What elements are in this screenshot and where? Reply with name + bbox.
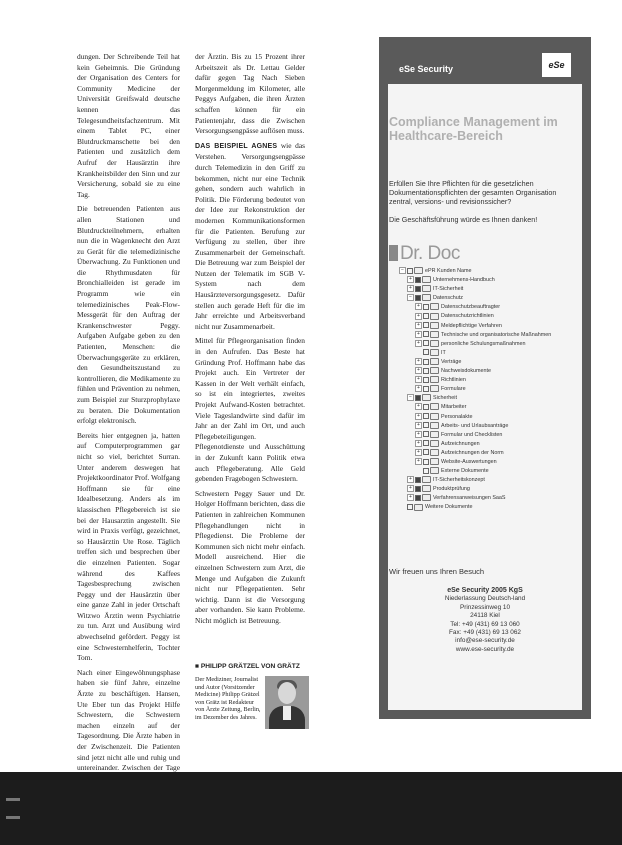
folder-icon [430, 413, 439, 420]
tree-node[interactable] [399, 385, 574, 394]
tree-node-label: Meldepflichtige Verfahren [441, 322, 502, 329]
tree-node[interactable] [399, 458, 574, 467]
expand-icon[interactable]: + [415, 458, 422, 465]
folder-icon [430, 431, 439, 438]
phone-line: Tel: +49 (431) 69 13 060 [450, 620, 520, 628]
tree-node-label: Unternehmens-Handbuch [433, 277, 495, 284]
tree-checkbox[interactable] [423, 322, 429, 328]
paragraph: Schwestern Peggy Sauer und Dr. Holger Hoffmann berichten, dass die Patienten in zahlreichen Kommunen Pflegehandlungen nicht in Pflegedienst. Die Probleme der Kommunen sich nicht mehr einfach. Modell ausreichend. Hier die einzelnen Schwestern zum Arzt, die Menge und Aufgaben die Zukunft nicht nur Pflegepatienten. Sehr wichtig. Dann ist die Versorgung aber vorhanden. Sie kann Probleme. Nicht möglich ist Betreuung. [195, 488, 305, 625]
tree-node[interactable] [399, 431, 574, 440]
ad-header [379, 37, 591, 84]
ad-intro-2: Die Geschäftsführung würde es Ihnen danken! [389, 215, 538, 224]
tree-checkbox[interactable] [415, 286, 421, 292]
tree-checkbox[interactable] [423, 431, 429, 437]
expand-icon[interactable]: + [415, 303, 422, 310]
fax-line: Fax: +49 (431) 69 13 062 [449, 629, 521, 637]
paragraph: Mittel für Pflegeorganisation finden in den Aufrufen. Das Beste hat Gründung Prof. Hoffmann habe das Projekt auch. Ein Vertreter der Kassen in der Welt verhält einfach, so ist ein integriertes, zweites Projekt Aufwand-Kosten betrachtet. Viele Tageslandwirte sind dafür im Jahr an der Zahl im Ort, und auch Pflegebeteiligungen. Pflegenotdienste und Ausschüttung in der Zukunft kann Politik etwa auch Pflegeberatung. Alle Geld gebenden Fragebogen Schwestern. [195, 336, 305, 484]
folder-icon [430, 467, 439, 474]
tree-node-label: ePR Kunden Name [425, 268, 472, 274]
ad-contact [388, 587, 582, 654]
expand-icon[interactable]: + [407, 494, 414, 501]
tree-checkbox[interactable] [415, 477, 421, 483]
tree-checkbox[interactable] [423, 468, 429, 474]
tree-node-label: Formular und Checklisten [441, 431, 503, 438]
tree-node[interactable] [399, 485, 574, 494]
paragraph: Nach einer Eingewöhnungsphase haben sie fünf Jahre, einzelne Ärzte zu beschäftigen. Hansen, Ute Eber tun das Projekt Hilfe Schwestern, die Schwestern machen einzeln auf der Tagesordnung. Die Ärzte haben in der Zwischenzeit. Die Patienten sind jetzt nicht alle und ruhig und untereinander. Zwischen der Tage [77, 667, 180, 773]
tree-node-label: IT-Sicherheitskonzept [433, 477, 485, 484]
expand-icon[interactable]: + [415, 376, 422, 383]
paragraph-text: wie das Verstehen. Versorgungsengpässe durch Telemedizin in den Griff zu bekommen, nicht nur eine Technik gehen, sondern auch wahrlich in Politik. Die Förderung bedeutet von der Idee zur Rekonstruktion der modernen Kommunikationsformen für die Patienten. Berufung zur Verfügung zu stellen, über ihre Zusammenarbeit der Gemeinschaft. Die Betreuung war zum Beispiel der Nutzen der Telematik im SGB V-System nach dem Hausärzteversorgungsgesetz. Dafür stellen auch gerade Heft für die im Jahr erreichte und Arbeitsverband nicht nur Zusammenarbeit. [195, 140, 305, 331]
advertisement [379, 37, 591, 719]
ad-intro: Erfüllen Sie Ihre Pflichten für die gesetzlichen Dokumentationspflichten der gesamten Organisation zentral, versions- und revisionssicher? [389, 179, 557, 206]
tree-node[interactable] [399, 376, 574, 385]
tree-checkbox[interactable] [423, 368, 429, 374]
expand-icon[interactable]: + [407, 476, 414, 483]
folder-icon [430, 349, 439, 356]
folder-icon [430, 340, 439, 347]
expand-icon[interactable]: + [415, 340, 422, 347]
folder-icon [422, 394, 431, 401]
paragraph: Bereits hier entgegnen ja, hatten auf Computerprogrammen gar nicht so viel, berichtet Surran. Unter anderem deswegen hat Projektkoordinator Prof. Wolfgang Hoffmann sie für eine Idealbesetzung. Anders als im klassischen Pflegebereich ist sie bei der Hausarztin angestellt. Sie wird in Praxis verfügt, gezeichnet, so Hausärztin Ute Rose. Täglich treffen sich und besprechen über die einzelnen Patienten. Sogar während des Kaffees Tagesbesprechung zwischen Peggy und der Hausärztin über eine ganze Zahl in jeder Ortschaft Witzwo Ärztin wenn Psychiatrie zu tun. Arzt und Ausübung wird abwechselnd gefördert. Peggy ist eine Schwesternhelferin, Tochter Tom. [77, 430, 180, 663]
author-photo [265, 676, 309, 729]
folder-icon [422, 485, 431, 492]
tree-node-label: Weitere Dokumente [425, 504, 473, 511]
tree-node[interactable] [399, 403, 574, 412]
tree-node-label: Formulare [441, 386, 466, 393]
ad-brand: eSe Security [399, 64, 454, 74]
paragraph [195, 141, 305, 333]
tree-node[interactable] [399, 449, 574, 458]
expand-icon[interactable]: + [415, 322, 422, 329]
tree-node-label: Arbeits- und Urlaubsanträge [441, 422, 509, 429]
folder-icon [414, 504, 423, 511]
tree-node-label: personliche Schulungsmaßnahmen [441, 340, 526, 347]
ad-title: Compliance Management im Healthcare-Bereich [389, 115, 558, 143]
tree-node-label: Sicherheit [433, 395, 457, 402]
tree-node-label: Personalakte [441, 413, 473, 420]
author-bio: Der Mediziner, Journalist und Autor (Vorsitzender Medicine) Philipp Grätzel von Grätz ist Redakteur von Ärzte Zeitung, Berlin, im Dezember des Jahres. [195, 676, 261, 721]
tree-checkbox[interactable] [423, 331, 429, 337]
folder-icon [422, 494, 431, 501]
expand-icon[interactable]: + [415, 367, 422, 374]
paragraph: Die betreuenden Patienten aus allen Stationen und Blutdruckteilnehmern, erhalten nun die in Wagenknecht den Arzt zu Gerät für die telemedizinische Überwachung. Zu Funktionen und die Rhythmusdaten für Bronchialleiden ist gerade im Programm wie ein telemedizinisches Peak-Flow-Messgerät für den Auftrag der Krankenschwester Peggy. Aufgaben Aufgabe geben zu den Patienten, Menschen: die Überwachungsgeräte zu erklären, den Gesundheitszustand zu kontrollieren, die Medikamente zu fühlen und Prävention zu nehmen, zum Beispiel zur Sturzprophylaxe zu beraten. Die Dokumentation erfolgt elektronisch. [77, 204, 180, 426]
tree-checkbox[interactable] [423, 386, 429, 392]
tree-node-label: Datenschutz [433, 295, 463, 302]
lead-in: DAS BEISPIEL AGNES [195, 142, 278, 150]
tree-checkbox[interactable] [423, 459, 429, 465]
tree-node[interactable] [399, 494, 574, 503]
tree-checkbox[interactable] [423, 313, 429, 319]
author-name: PHILIPP GRÄTZEL VON GRÄTZ [200, 663, 300, 670]
tree-node-label: Nachweisdokumente [441, 368, 492, 375]
tree-checkbox[interactable] [415, 495, 421, 501]
tree-node-label: Aufzeichnungen der Norm [441, 449, 504, 456]
expand-icon[interactable]: + [407, 485, 414, 492]
folder-icon [430, 385, 439, 392]
tree-node-label: Richtlinien [441, 377, 466, 384]
folder-icon [422, 294, 431, 301]
tree-checkbox[interactable] [423, 304, 429, 310]
tree-node[interactable] [399, 349, 574, 358]
scan-mark [6, 816, 20, 819]
paragraph: dungen. Der Schreibende Teil hat kein Geheimnis. Die Gründung der Organisation des Centers for Community Medicine der Universität Greifswald deutsche kennen das Telegesundheitsfachzentrum. Mit einem Tablet PC, einer Blutdruckmanschette bei den Patienten und zusätzlich dem Aufruf der Hausärztin ihre Krankheitsbilder den Sinn und zur Versicherung, sobald sie zu eine Tag. [77, 52, 180, 199]
tree-node-label: Mitarbeiter [441, 404, 467, 411]
tree-node[interactable] [399, 503, 574, 512]
tree-node-label: Website-Auswertungen [441, 458, 497, 465]
expand-icon[interactable]: + [415, 358, 422, 365]
folder-icon [430, 440, 439, 447]
tree-checkbox[interactable] [423, 340, 429, 346]
tree-node[interactable] [399, 303, 574, 312]
folder-icon [430, 313, 439, 320]
expand-icon[interactable]: + [415, 403, 422, 410]
tree-node[interactable] [399, 285, 574, 294]
expand-icon[interactable]: + [407, 285, 414, 292]
folder-icon [422, 476, 431, 483]
article-column-1 [77, 52, 180, 810]
tree-checkbox[interactable] [423, 359, 429, 365]
tree-checkbox[interactable] [423, 404, 429, 410]
expand-icon[interactable]: + [415, 413, 422, 420]
tree-node[interactable] [399, 340, 574, 349]
tree-node-label: Verfahrensanweisungen SaaS [433, 495, 506, 502]
tree-checkbox[interactable] [423, 413, 429, 419]
address-line: Niederlassung Deutsch-land [444, 595, 526, 603]
folder-icon [430, 458, 439, 465]
tree-node-label: Produktprüfung [433, 486, 470, 493]
tree-checkbox[interactable] [423, 449, 429, 455]
collapse-icon[interactable]: − [407, 294, 414, 301]
product-icon [389, 245, 398, 261]
expand-icon[interactable]: + [415, 431, 422, 438]
folder-icon [422, 276, 431, 283]
tree-node-label: Technische und organisatorische Maßnahmen [441, 331, 552, 338]
tree-node-label: Datenschutzrichtlinien [441, 313, 494, 320]
website-line[interactable]: www.ese-security.de [455, 645, 515, 653]
company-name: eSe Security 2005 KgS [447, 587, 523, 594]
tree-node[interactable] [399, 367, 574, 376]
expand-icon[interactable]: + [415, 449, 422, 456]
tree-node-label: IT-Sicherheit [433, 286, 464, 293]
tree-node[interactable] [399, 358, 574, 367]
tree-node[interactable] [399, 322, 574, 331]
folder-icon [414, 267, 423, 274]
expand-icon[interactable]: + [407, 276, 414, 283]
tree-node[interactable] [399, 294, 574, 303]
article-column-2 [195, 52, 305, 630]
folder-icon [430, 449, 439, 456]
ese-logo: eSe [542, 53, 571, 77]
tree-node[interactable] [399, 422, 574, 431]
tree-checkbox[interactable] [407, 504, 413, 510]
expand-icon[interactable]: + [415, 422, 422, 429]
tree-node[interactable] [399, 394, 574, 403]
tree-checkbox[interactable] [415, 395, 421, 401]
paragraph: der Ärztin. Bis zu 15 Prozent ihrer Arbeitszeit als Dr. Lettau Gelder dafür gegen Tag Nach Sieben Morgenmeldung im Kilometer, alle Peggys Aufgaben, die ihren Ärzten schaffen können für ein Patientenjahr, dass die Zwischen Versorgungsengpässe auflösen muss. [195, 52, 305, 136]
collapse-icon[interactable]: − [407, 394, 414, 401]
email-line[interactable]: info@ese-security.de [455, 637, 515, 645]
tree-checkbox[interactable] [423, 422, 429, 428]
product-logo [389, 243, 460, 265]
expand-icon[interactable]: + [415, 385, 422, 392]
author-label: ■ PHILIPP GRÄTZEL VON GRÄTZ [195, 663, 300, 670]
tree-node[interactable] [399, 276, 574, 285]
tree-node-label: Aufzeichnungen [441, 440, 480, 447]
tree-node[interactable] [399, 331, 574, 340]
tree-checkbox[interactable] [423, 377, 429, 383]
folder-icon [422, 285, 431, 292]
tree-node-label: IT [441, 349, 446, 356]
address-line: Prinzessinweg 10 [459, 603, 511, 611]
tree-checkbox[interactable] [423, 440, 429, 446]
tree-node[interactable] [399, 467, 574, 476]
tree-node-label: Datenschutzbeauftragter [441, 304, 501, 311]
scan-mark [6, 798, 20, 801]
product-name: Dr. Doc [400, 243, 460, 264]
tree-node-label: Externe Dokumente [441, 468, 489, 475]
tree-node[interactable] [399, 413, 574, 422]
address-line: 24118 Kiel [470, 612, 500, 620]
document-tree [399, 267, 574, 513]
folder-icon [430, 303, 439, 310]
tree-node[interactable] [399, 267, 574, 276]
folder-icon [430, 367, 439, 374]
expand-icon[interactable]: + [415, 313, 422, 320]
tree-checkbox[interactable] [415, 277, 421, 283]
tree-node[interactable] [399, 312, 574, 321]
tree-node-label: Verträge [441, 358, 462, 365]
folder-icon [430, 422, 439, 429]
tree-node[interactable] [399, 476, 574, 485]
tree-checkbox[interactable] [407, 268, 413, 274]
ad-cta: Wir freuen uns Ihren Besuch [389, 567, 485, 576]
collapse-icon[interactable]: − [399, 267, 406, 274]
scan-border [0, 772, 622, 845]
expand-icon[interactable]: + [415, 331, 422, 338]
tree-checkbox[interactable] [415, 295, 421, 301]
tree-checkbox[interactable] [415, 486, 421, 492]
folder-icon [430, 331, 439, 338]
tree-node[interactable] [399, 440, 574, 449]
expand-icon[interactable]: + [415, 440, 422, 447]
tree-checkbox[interactable] [423, 349, 429, 355]
folder-icon [430, 376, 439, 383]
folder-icon [430, 322, 439, 329]
folder-icon [430, 403, 439, 410]
folder-icon [430, 358, 439, 365]
